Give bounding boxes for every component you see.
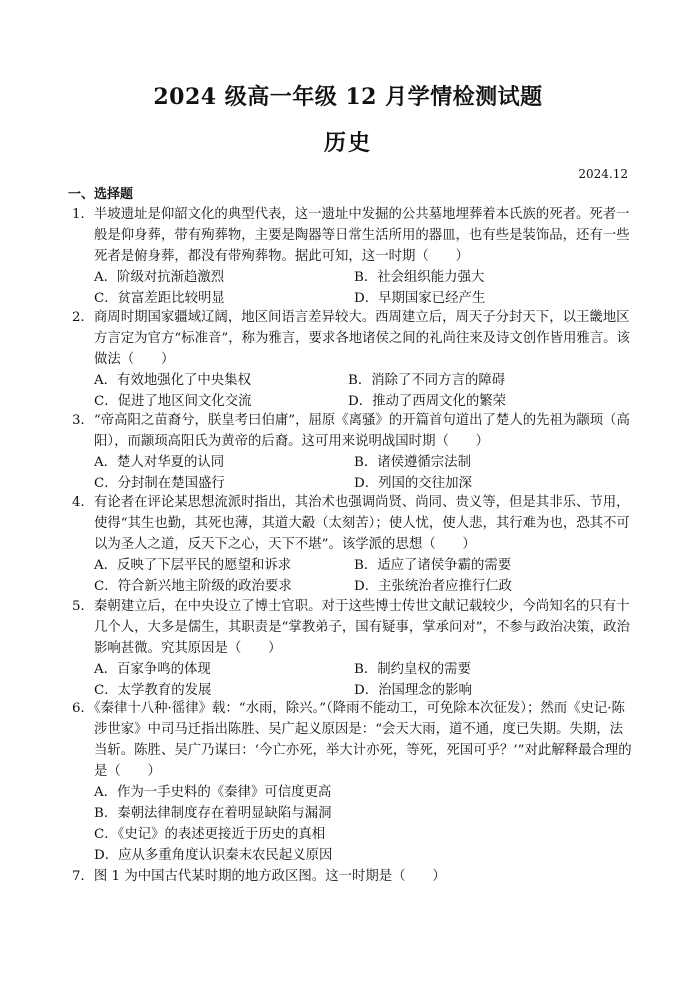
option-c: C．《史记》的表述更接近于历史的真相: [94, 827, 326, 842]
question-stem: 2．商周时期国家疆域辽阔，地区间语言差异较大。西周建立后，周天子分封天下，以王畿地区方言定为官方“标准音”，称为雅言，要求各地诸侯之间的礼尚往来及诗文创作皆用雅言。该做法（ ）: [72, 310, 630, 367]
question-stem: 3．“帝高阳之苗裔兮，朕皇考曰伯庸”，屈原《离骚》的开篇首句道出了楚人的先祖为颛顼（高阳），而颛顼高阳氏为黄帝的后裔。这可用来说明战国时期（ ）: [72, 413, 630, 449]
option-b: B．诸侯遵循宗法制: [354, 455, 471, 470]
option-a: A．作为一手史料的《秦律》可信度更高: [94, 785, 332, 800]
question-4: [72, 492, 632, 597]
option-c: C．促进了地区间文化交流: [94, 394, 252, 409]
option-a: A．有效地强化了中央集权: [94, 373, 251, 388]
option-c: C．贫富差距比较明显: [94, 291, 225, 306]
option-b: B．消除了不同方言的障碍: [348, 373, 506, 388]
option-d: D．治国理念的影响: [354, 683, 472, 698]
option-b: B．制约皇权的需要: [354, 662, 471, 677]
question-stem: 7．图 1 为中国古代某时期的地方政区图。这一时期是（ ）: [72, 869, 446, 884]
option-a: A．百家争鸣的体现: [94, 662, 211, 677]
option-d: D．早期国家已经产生: [354, 291, 486, 306]
option-c: C．符合新兴地主阶级的政治要求: [94, 579, 292, 594]
question-stem: 5．秦朝建立后，在中央设立了博士官职。对于这些博士传世文献记载较少，今尚知名的只有十几个人，大多是儒生，其职责是“掌教弟子，国有疑事，掌承问对”，不参与政治决策，政治影响甚微。究其原因是（ ）: [72, 599, 630, 656]
question-stem: 6．《秦律十八种·徭律》载：“水雨，除兴。”（降雨不能动工，可免除本次征发）；然而《史记·陈涉世家》中司马迁指出陈胜、吴广起义原因是：“会天大雨，道不通，度已失期。失期，法当斩。陈胜、吴广乃谋曰：‘今亡亦死，举大计亦死，等死，死国可乎？’”对此解释最合理的是（ ）: [72, 701, 632, 779]
option-b: B．秦朝法律制度存在着明显缺陷与漏洞: [94, 806, 332, 821]
exam-subject: 历史: [323, 130, 372, 156]
option-a: A．楚人对华夏的认同: [94, 455, 225, 470]
question-2: [72, 307, 632, 412]
exam-date: 2024.12: [578, 167, 628, 181]
option-d: D．主张统治者应推行仁政: [354, 579, 513, 594]
exam-title: 2024 级高一年级 12 月学情检测试题: [153, 84, 543, 110]
question-6: [72, 698, 632, 866]
option-b: B．适应了诸侯争霸的需要: [354, 558, 512, 573]
question-stem: 1．半坡遗址是仰韶文化的典型代表，这一遗址中发掘的公共墓地埋葬着本氏族的死者。死者一般是仰身葬，带有殉葬物，主要是陶器等日常生活所用的器皿，也有些是装饰品，还有一些死者是俯身葬，都没有带殉葬物。据此可知，这一时期（ ）: [72, 207, 630, 264]
section-heading: 一、选择题: [68, 187, 134, 202]
option-d: D．列国的交往加深: [354, 476, 472, 491]
option-a: A．阶级对抗渐趋激烈: [94, 270, 225, 285]
option-b: B．社会组织能力强大: [354, 270, 485, 285]
option-d: D．应从多重角度认识秦末农民起义原因: [94, 848, 333, 863]
option-a: A．反映了下层平民的愿望和诉求: [94, 558, 292, 573]
question-1: [72, 204, 632, 309]
question-7: [72, 866, 632, 887]
option-d: D．推动了西周文化的繁荣: [348, 394, 507, 409]
option-c: C．分封制在楚国盛行: [94, 476, 225, 491]
question-stem: 4．有论者在评论某思想流派时指出，其治术也强调尚贤、尚同、贵义等，但是其非乐、节用，使得“其生也勤，其死也薄，其道大觳（太刻苦）；使人忧，使人悲，其行难为也，恐其不可以为圣人之道，反天下之心，天下不堪”。该学派的思想（ ）: [72, 495, 630, 552]
question-5: [72, 596, 632, 701]
question-3: [72, 410, 632, 494]
option-c: C．太学教育的发展: [94, 683, 212, 698]
